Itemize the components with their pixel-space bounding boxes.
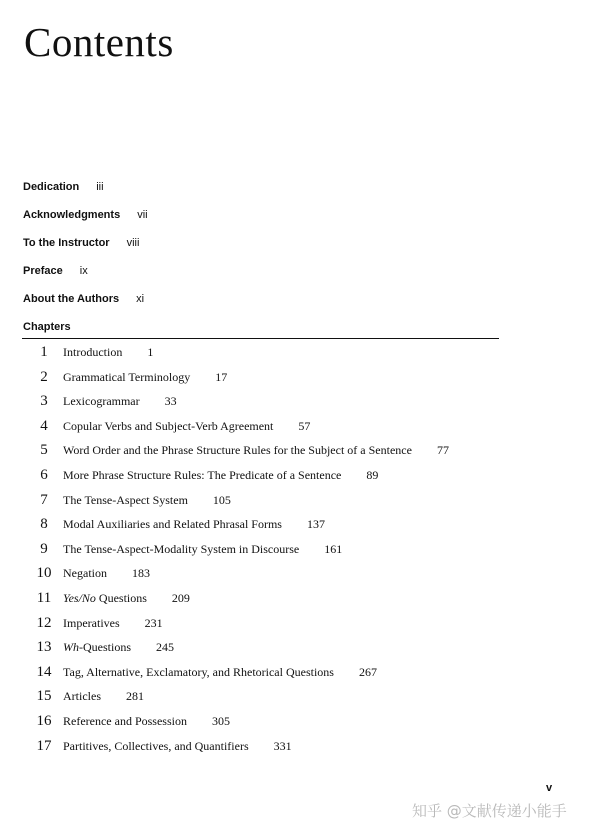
front-matter-label: About the Authors [23,293,120,305]
chapter-number: 1 [40,344,48,360]
front-matter-page: viii [126,237,140,249]
chapter-row[interactable] [25,688,449,713]
chapter-title: The Tense-Aspect System [63,492,188,507]
chapter-row[interactable] [25,713,449,738]
front-matter-label: Acknowledgments [23,209,121,221]
chapter-title-rest: Questions [95,590,147,605]
front-matter-item-dedication[interactable] [23,178,148,206]
chapter-page: 209 [171,590,190,605]
chapter-page: 281 [126,689,144,704]
chapter-page: 89 [366,467,379,482]
chapter-number: 7 [40,491,48,508]
chapter-number: 11 [36,589,52,606]
chapter-row[interactable] [25,467,449,492]
chapter-title [63,591,147,606]
front-matter-label: Dedication [23,181,80,193]
front-matter-label: To the Instructor [23,237,110,249]
chapter-title: Reference and Possession [63,713,187,728]
chapter-title: Articles [63,689,101,704]
chapter-row[interactable] [25,393,449,418]
chapter-row[interactable] [25,516,449,541]
front-matter-page: ix [79,265,88,277]
chapter-number: 15 [36,688,52,705]
chapter-number: 6 [40,466,48,483]
chapter-number: 2 [40,368,48,385]
chapters-heading: Chapters [23,321,71,333]
chapter-row[interactable] [25,344,449,369]
chapter-page: 305 [211,713,230,728]
page-title: Contents [24,19,174,65]
chapter-row[interactable] [25,492,449,517]
chapter-number: 3 [40,393,48,410]
front-matter-page: vii [137,209,148,221]
front-matter-label: Preface [23,265,63,277]
chapter-page: 77 [436,443,449,458]
chapter-title: Negation [63,566,107,581]
chapter-title [63,640,131,655]
front-matter-item-to-the-instructor[interactable] [23,234,148,262]
chapter-title: More Phrase Structure Rules: The Predicate of a Sentence [63,467,342,482]
chapter-number: 8 [40,516,48,533]
chapters-divider [22,338,499,339]
front-matter-page: iii [96,181,104,193]
chapter-title: Modal Auxiliaries and Related Phrasal Forms [63,517,282,532]
chapter-row[interactable] [25,442,449,467]
chapter-page: 57 [298,418,311,433]
chapter-number: 17 [36,737,52,754]
chapter-number: 10 [36,565,52,582]
front-matter-page: xi [136,293,145,305]
chapter-title: Introduction [63,345,123,359]
chapter-title: The Tense-Aspect-Modality System in Discourse [63,541,300,556]
chapter-number: 14 [36,663,52,680]
chapter-title: Imperatives [63,615,120,630]
chapter-row[interactable] [25,738,449,763]
chapter-row[interactable] [25,541,449,566]
chapter-number: 4 [40,417,48,434]
chapter-row[interactable] [25,664,449,689]
chapter-page: 183 [132,566,150,581]
chapter-title: Lexicogrammar [63,394,140,409]
chapter-page: 17 [215,369,228,384]
chapter-page: 137 [306,517,325,532]
chapter-page: 1 [147,345,154,359]
chapter-page: 105 [212,492,231,507]
chapter-page: 331 [273,738,292,753]
chapter-page: 267 [358,664,377,679]
front-matter-item-preface[interactable] [23,262,148,290]
chapter-list [25,344,449,762]
chapter-page: 245 [156,640,174,655]
front-matter-item-about-the-authors[interactable] [23,290,148,318]
chapter-title-rest: -Questions [79,640,131,655]
chapter-row[interactable] [25,369,449,394]
watermark: 知乎 @文献传递小能手 [412,802,567,820]
chapter-number: 16 [36,712,52,729]
front-matter-list [23,178,148,318]
chapter-row[interactable] [25,590,449,615]
chapter-title-italic: Wh [63,640,79,655]
chapter-number: 12 [36,614,52,631]
chapter-title-italic: Yes/No [63,590,96,605]
chapter-title: Word Order and the Phrase Structure Rules for the Subject of a Sentence [63,443,412,458]
chapter-title: Copular Verbs and Subject-Verb Agreement [63,418,274,433]
chapter-number: 9 [40,540,48,557]
chapter-row[interactable] [25,565,449,590]
chapter-title: Grammatical Terminology [63,369,191,384]
chapter-title: Partitives, Collectives, and Quantifiers [63,738,249,753]
chapter-number: 13 [36,639,52,656]
chapter-page: 231 [144,615,163,630]
chapter-number: 5 [40,442,48,459]
chapter-row[interactable] [25,615,449,640]
chapter-row[interactable] [25,418,449,443]
page-folio: v [546,782,553,794]
chapter-page: 33 [164,394,177,409]
chapter-row[interactable] [25,639,449,664]
chapter-title: Tag, Alternative, Exclamatory, and Rhetorical Questions [63,664,334,679]
front-matter-item-acknowledgments[interactable] [23,206,148,234]
chapter-page: 161 [324,541,343,556]
